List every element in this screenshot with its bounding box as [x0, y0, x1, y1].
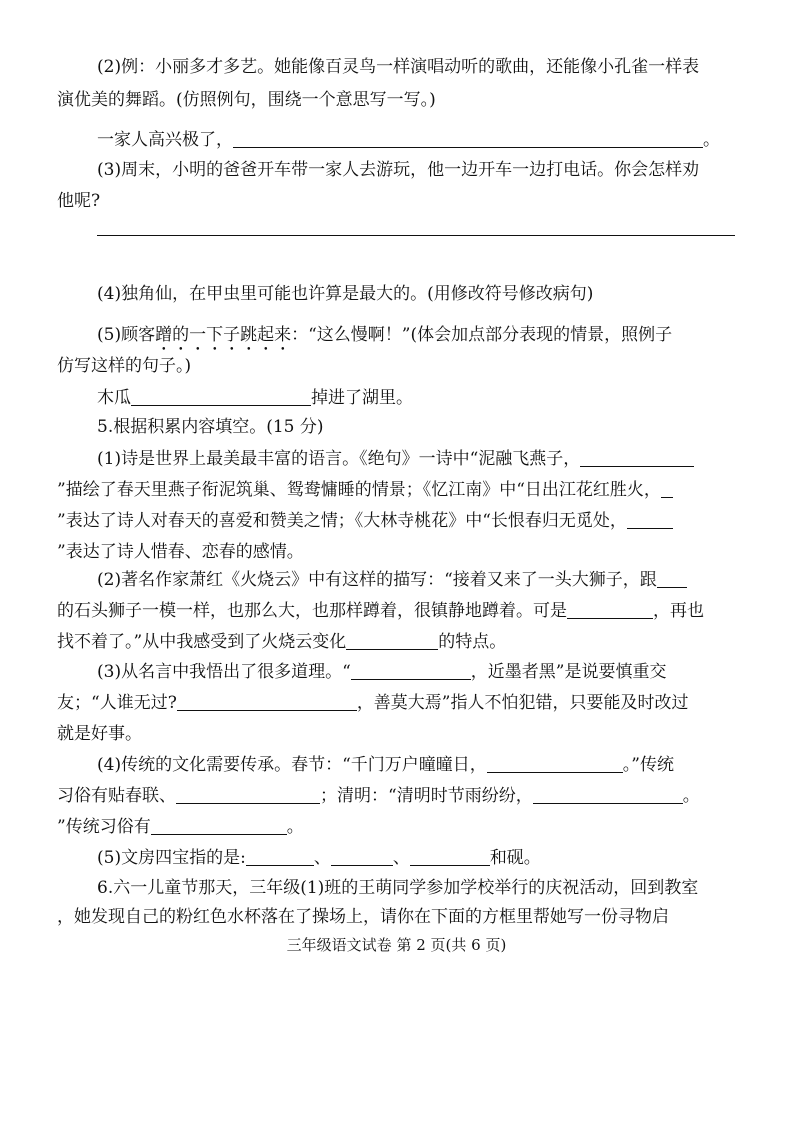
- q4-3-answer-line[interactable]: [97, 235, 735, 236]
- q5-2-line2: 的石头狮子一模一样，也那么大，也那样蹲着，很镇静地蹲着。可是 ，再也: [57, 601, 704, 621]
- q5-2-blank1[interactable]: [657, 569, 687, 588]
- page-footer: 三年级语文试卷 第 2 页(共 6 页): [286, 936, 507, 954]
- q4-5-line2: 仿写这样的句子。): [57, 356, 192, 376]
- q6-line1: 6.六一儿童节那天，三年级(1)班的王萌同学参加学校举行的庆祝活动，回到教室: [97, 878, 699, 898]
- q5-1-line4: ”表达了诗人惜春、恋春的感情。: [57, 542, 304, 562]
- q5-3-line1: (3)从名言中我悟出了很多道理。“ ，近墨者黑”是说要慎重交: [97, 662, 667, 682]
- q5-3-blank2[interactable]: [177, 692, 357, 711]
- q5-4-blank3[interactable]: [533, 785, 683, 804]
- q4-2-line2: 演优美的舞蹈。(仿照例句，围绕一个意思写一写。): [57, 90, 436, 110]
- q5-4-line1: (4)传统的文化需要传承。春节：“千门万户曈曈日， 。”传统: [97, 755, 674, 775]
- q5-1-line1: (1)诗是世界上最美最丰富的语言。《绝句》一诗中“泥融飞燕子，: [97, 447, 694, 471]
- q5-2-line1: (2)著名作家萧红《火烧云》中有这样的描写：“接着又来了一头大狮子，跟: [97, 568, 687, 592]
- q5-5-blank2[interactable]: [331, 847, 393, 866]
- q5-4-blank1[interactable]: [487, 754, 623, 773]
- q5-title: 5.根据积累内容填空。(15 分): [97, 417, 324, 437]
- q5-1-blank3[interactable]: [627, 510, 673, 529]
- q5-2-blank3[interactable]: [346, 631, 438, 650]
- q5-4-blank2[interactable]: [176, 785, 320, 804]
- q4-2-line1: (2)例：小丽多才多艺。她能像百灵鸟一样演唱动听的歌曲，还能像小孔雀一样表: [97, 57, 700, 77]
- q4-4-line: (4)独角仙，在甲虫里可能也许算是最大的。(用修改符号修改病句): [97, 284, 594, 304]
- q4-5-line1: (5)顾客蹭的一下子跳起来：“这么慢啊！”(体会加点部分表现的情景，照例子: [97, 325, 673, 345]
- q5-2-blank2[interactable]: [567, 600, 653, 619]
- q5-4-line3: ”传统习俗有 。: [57, 817, 304, 837]
- q5-4-blank4[interactable]: [151, 816, 287, 835]
- q5-5-line: (5)文房四宝指的是: 、 、 和砚。: [97, 848, 541, 868]
- q5-3-line3: 就是好事。: [57, 724, 142, 744]
- q4-3-line2: 他呢?: [57, 191, 101, 211]
- q5-1-blank1[interactable]: [580, 448, 694, 467]
- q4-5-blank[interactable]: [131, 387, 311, 406]
- dotted-emphasis: 蹭的一下子跳起来: [155, 325, 292, 345]
- q4-5-answer-line: 木瓜 掉进了湖里。: [97, 388, 413, 408]
- q5-3-blank1[interactable]: [351, 661, 471, 680]
- q6-line2: ，她发现自己的粉红色水杯落在了操场上，请你在下面的方框里帮她写一份寻物启: [57, 907, 669, 927]
- q5-1-blank2[interactable]: [661, 479, 673, 498]
- q5-3-line2: 友；“人谁无过? ，善莫大焉”指人不怕犯错，只要能及时改过: [57, 693, 689, 713]
- q4-2-prompt: 一家人高兴极了，: [97, 130, 233, 150]
- q5-5-blank1[interactable]: [246, 847, 314, 866]
- q5-1-line2: ”描绘了春天里燕子衔泥筑巢、鸳鸯慵睡的情景；《忆江南》中“日出江花红胜火，: [57, 478, 673, 502]
- q5-2-line3: 找不着了。”从中我感受到了火烧云变化 的特点。: [57, 632, 507, 652]
- q5-1-line3: ”表达了诗人对春天的喜爱和赞美之情；《大林寺桃花》中“长恨春归无觅处，: [57, 509, 673, 533]
- q5-5-blank3[interactable]: [410, 847, 490, 866]
- q5-4-line2: 习俗有贴春联、 ；清明：“清明时节雨纷纷， 。: [57, 786, 700, 806]
- q4-3-line1: (3)周末，小明的爸爸开车带一家人去游玩，他一边开车一边打电话。你会怎样劝: [97, 160, 700, 180]
- q4-2-blank[interactable]: [233, 129, 703, 148]
- q4-2-answer-line: 一家人高兴极了， 。: [97, 130, 720, 150]
